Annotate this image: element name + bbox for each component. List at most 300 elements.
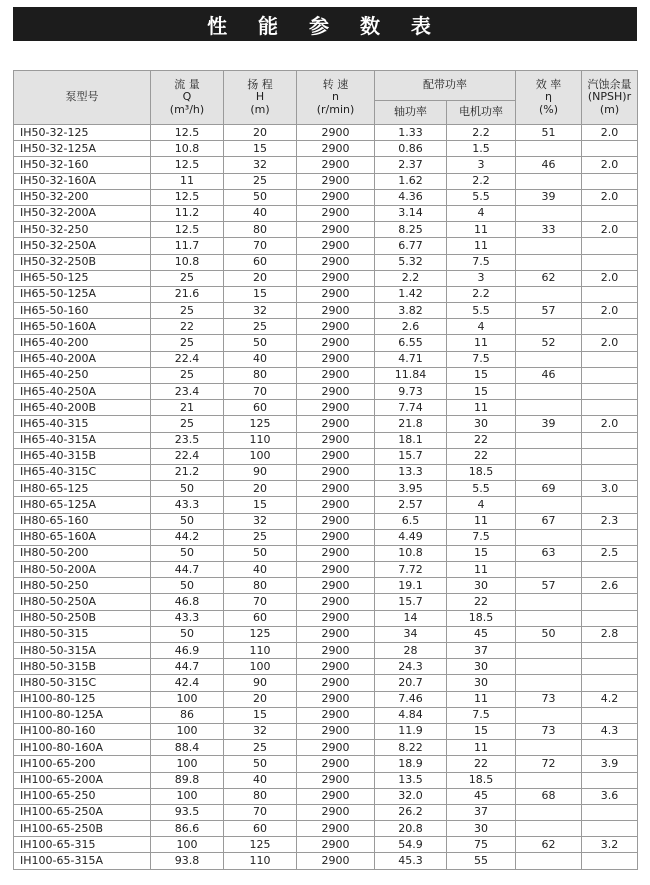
cell-shaft-power: 5.32 xyxy=(375,254,447,270)
cell-head: 70 xyxy=(224,384,297,400)
cell-motor-power: 11 xyxy=(447,513,516,529)
cell-flow: 86.6 xyxy=(151,821,224,837)
cell-head: 70 xyxy=(224,238,297,254)
cell-speed: 2900 xyxy=(297,723,375,739)
cell-model: IH65-50-160 xyxy=(14,303,151,319)
cell-motor-power: 15 xyxy=(447,367,516,383)
cell-motor-power: 11 xyxy=(447,691,516,707)
cell-head: 32 xyxy=(224,513,297,529)
cell-shaft-power: 21.8 xyxy=(375,416,447,432)
cell-efficiency: 69 xyxy=(516,481,582,497)
cell-speed: 2900 xyxy=(297,270,375,286)
table-row xyxy=(14,740,638,756)
cell-model: IH100-65-200A xyxy=(14,772,151,788)
cell-shaft-power: 0.86 xyxy=(375,141,447,157)
cell-shaft-power: 6.55 xyxy=(375,335,447,351)
cell-head: 110 xyxy=(224,432,297,448)
cell-model: IH80-50-250B xyxy=(14,610,151,626)
cell-shaft-power: 2.37 xyxy=(375,157,447,173)
cell-npsh xyxy=(582,821,638,837)
cell-head: 20 xyxy=(224,691,297,707)
table-row xyxy=(14,416,638,432)
cell-model: IH50-32-160 xyxy=(14,157,151,173)
cell-shaft-power: 8.22 xyxy=(375,740,447,756)
cell-shaft-power: 18.1 xyxy=(375,432,447,448)
table-row xyxy=(14,691,638,707)
table-row xyxy=(14,189,638,205)
cell-motor-power: 18.5 xyxy=(447,610,516,626)
cell-motor-power: 45 xyxy=(447,788,516,804)
cell-flow: 23.5 xyxy=(151,432,224,448)
cell-efficiency xyxy=(516,497,582,513)
cell-speed: 2900 xyxy=(297,205,375,221)
table-row xyxy=(14,707,638,723)
cell-model: IH80-65-160A xyxy=(14,529,151,545)
cell-speed: 2900 xyxy=(297,367,375,383)
cell-flow: 21.6 xyxy=(151,286,224,302)
cell-efficiency xyxy=(516,351,582,367)
cell-shaft-power: 24.3 xyxy=(375,659,447,675)
cell-speed: 2900 xyxy=(297,448,375,464)
cell-flow: 100 xyxy=(151,723,224,739)
cell-head: 80 xyxy=(224,222,297,238)
cell-npsh: 2.0 xyxy=(582,416,638,432)
cell-flow: 42.4 xyxy=(151,675,224,691)
cell-head: 100 xyxy=(224,448,297,464)
cell-motor-power: 75 xyxy=(447,837,516,853)
cell-efficiency: 62 xyxy=(516,270,582,286)
cell-model: IH80-50-315A xyxy=(14,643,151,659)
table-row xyxy=(14,205,638,221)
cell-motor-power: 11 xyxy=(447,740,516,756)
cell-shaft-power: 11.84 xyxy=(375,367,447,383)
cell-motor-power: 2.2 xyxy=(447,286,516,302)
cell-head: 100 xyxy=(224,659,297,675)
cell-head: 20 xyxy=(224,125,297,141)
table-row xyxy=(14,723,638,739)
cell-flow: 22.4 xyxy=(151,448,224,464)
performance-table xyxy=(13,70,638,870)
cell-npsh xyxy=(582,853,638,869)
cell-efficiency: 73 xyxy=(516,723,582,739)
cell-efficiency xyxy=(516,740,582,756)
cell-head: 80 xyxy=(224,578,297,594)
cell-npsh xyxy=(582,772,638,788)
table-row xyxy=(14,367,638,383)
cell-speed: 2900 xyxy=(297,643,375,659)
cell-model: IH50-32-125A xyxy=(14,141,151,157)
cell-shaft-power: 19.1 xyxy=(375,578,447,594)
cell-flow: 43.3 xyxy=(151,497,224,513)
table-row xyxy=(14,481,638,497)
cell-motor-power: 55 xyxy=(447,853,516,869)
table-row xyxy=(14,303,638,319)
table-row xyxy=(14,432,638,448)
cell-flow: 89.8 xyxy=(151,772,224,788)
table-body xyxy=(14,125,638,870)
cell-head: 90 xyxy=(224,464,297,480)
cell-efficiency xyxy=(516,173,582,189)
table-row xyxy=(14,853,638,869)
cell-shaft-power: 8.25 xyxy=(375,222,447,238)
cell-shaft-power: 4.36 xyxy=(375,189,447,205)
cell-efficiency: 73 xyxy=(516,691,582,707)
cell-flow: 50 xyxy=(151,545,224,561)
cell-head: 70 xyxy=(224,804,297,820)
cell-shaft-power: 18.9 xyxy=(375,756,447,772)
cell-shaft-power: 1.33 xyxy=(375,125,447,141)
cell-speed: 2900 xyxy=(297,173,375,189)
cell-flow: 25 xyxy=(151,416,224,432)
cell-shaft-power: 2.57 xyxy=(375,497,447,513)
cell-motor-power: 30 xyxy=(447,675,516,691)
cell-efficiency: 51 xyxy=(516,125,582,141)
cell-efficiency xyxy=(516,853,582,869)
cell-model: IH65-40-200B xyxy=(14,400,151,416)
cell-npsh xyxy=(582,497,638,513)
cell-model: IH50-32-200A xyxy=(14,205,151,221)
cell-speed: 2900 xyxy=(297,157,375,173)
cell-efficiency xyxy=(516,238,582,254)
cell-speed: 2900 xyxy=(297,351,375,367)
cell-head: 60 xyxy=(224,254,297,270)
cell-npsh xyxy=(582,384,638,400)
cell-npsh xyxy=(582,319,638,335)
cell-shaft-power: 4.84 xyxy=(375,707,447,723)
cell-flow: 25 xyxy=(151,367,224,383)
cell-model: IH100-80-160 xyxy=(14,723,151,739)
cell-efficiency: 67 xyxy=(516,513,582,529)
cell-head: 50 xyxy=(224,545,297,561)
cell-flow: 86 xyxy=(151,707,224,723)
cell-efficiency xyxy=(516,707,582,723)
cell-shaft-power: 54.9 xyxy=(375,837,447,853)
cell-efficiency: 57 xyxy=(516,578,582,594)
table-row xyxy=(14,529,638,545)
table-row xyxy=(14,756,638,772)
cell-shaft-power: 10.8 xyxy=(375,545,447,561)
cell-shaft-power: 32.0 xyxy=(375,788,447,804)
cell-speed: 2900 xyxy=(297,691,375,707)
cell-efficiency: 39 xyxy=(516,416,582,432)
cell-flow: 44.2 xyxy=(151,529,224,545)
table-row xyxy=(14,626,638,642)
cell-head: 80 xyxy=(224,367,297,383)
cell-motor-power: 22 xyxy=(447,448,516,464)
cell-speed: 2900 xyxy=(297,659,375,675)
cell-speed: 2900 xyxy=(297,464,375,480)
cell-efficiency: 57 xyxy=(516,303,582,319)
cell-shaft-power: 11.9 xyxy=(375,723,447,739)
cell-head: 25 xyxy=(224,173,297,189)
cell-head: 20 xyxy=(224,481,297,497)
cell-model: IH80-50-315 xyxy=(14,626,151,642)
cell-speed: 2900 xyxy=(297,626,375,642)
cell-flow: 50 xyxy=(151,513,224,529)
cell-speed: 2900 xyxy=(297,189,375,205)
cell-flow: 12.5 xyxy=(151,189,224,205)
cell-npsh: 3.0 xyxy=(582,481,638,497)
cell-model: IH50-32-125 xyxy=(14,125,151,141)
cell-flow: 43.3 xyxy=(151,610,224,626)
table-row xyxy=(14,804,638,820)
cell-head: 15 xyxy=(224,497,297,513)
cell-shaft-power: 9.73 xyxy=(375,384,447,400)
cell-motor-power: 15 xyxy=(447,384,516,400)
cell-npsh xyxy=(582,707,638,723)
cell-head: 125 xyxy=(224,416,297,432)
cell-speed: 2900 xyxy=(297,432,375,448)
cell-model: IH65-40-315B xyxy=(14,448,151,464)
cell-motor-power: 2.2 xyxy=(447,125,516,141)
cell-model: IH65-40-315C xyxy=(14,464,151,480)
cell-efficiency xyxy=(516,464,582,480)
cell-efficiency xyxy=(516,610,582,626)
cell-flow: 22.4 xyxy=(151,351,224,367)
header-power-group: 配带功率 xyxy=(375,71,516,101)
cell-speed: 2900 xyxy=(297,804,375,820)
cell-efficiency: 72 xyxy=(516,756,582,772)
cell-motor-power: 15 xyxy=(447,723,516,739)
table-row xyxy=(14,319,638,335)
cell-speed: 2900 xyxy=(297,319,375,335)
cell-motor-power: 2.2 xyxy=(447,173,516,189)
cell-efficiency xyxy=(516,384,582,400)
cell-model: IH100-80-125 xyxy=(14,691,151,707)
cell-flow: 22 xyxy=(151,319,224,335)
cell-flow: 50 xyxy=(151,481,224,497)
cell-flow: 12.5 xyxy=(151,125,224,141)
cell-flow: 100 xyxy=(151,788,224,804)
cell-speed: 2900 xyxy=(297,610,375,626)
cell-shaft-power: 20.8 xyxy=(375,821,447,837)
cell-efficiency xyxy=(516,254,582,270)
cell-head: 125 xyxy=(224,837,297,853)
header-npsh: 汽蚀余量 (NPSH)r (m) xyxy=(582,71,638,125)
cell-model: IH65-40-315A xyxy=(14,432,151,448)
cell-npsh: 4.3 xyxy=(582,723,638,739)
cell-model: IH80-50-315C xyxy=(14,675,151,691)
cell-shaft-power: 4.49 xyxy=(375,529,447,545)
table-row xyxy=(14,400,638,416)
cell-speed: 2900 xyxy=(297,594,375,610)
cell-head: 25 xyxy=(224,740,297,756)
cell-speed: 2900 xyxy=(297,335,375,351)
cell-head: 15 xyxy=(224,707,297,723)
table-row xyxy=(14,141,638,157)
cell-model: IH65-40-250 xyxy=(14,367,151,383)
cell-model: IH65-40-315 xyxy=(14,416,151,432)
cell-shaft-power: 34 xyxy=(375,626,447,642)
cell-npsh xyxy=(582,351,638,367)
cell-flow: 100 xyxy=(151,691,224,707)
cell-shaft-power: 7.46 xyxy=(375,691,447,707)
table-row xyxy=(14,351,638,367)
cell-npsh: 2.0 xyxy=(582,303,638,319)
cell-npsh xyxy=(582,205,638,221)
table-row xyxy=(14,772,638,788)
cell-model: IH50-32-250 xyxy=(14,222,151,238)
cell-shaft-power: 2.6 xyxy=(375,319,447,335)
cell-shaft-power: 13.5 xyxy=(375,772,447,788)
cell-efficiency xyxy=(516,821,582,837)
cell-speed: 2900 xyxy=(297,578,375,594)
cell-shaft-power: 28 xyxy=(375,643,447,659)
cell-model: IH100-80-125A xyxy=(14,707,151,723)
cell-flow: 11.7 xyxy=(151,238,224,254)
cell-efficiency xyxy=(516,643,582,659)
cell-npsh xyxy=(582,400,638,416)
cell-motor-power: 18.5 xyxy=(447,464,516,480)
cell-flow: 25 xyxy=(151,270,224,286)
cell-shaft-power: 7.72 xyxy=(375,562,447,578)
cell-speed: 2900 xyxy=(297,821,375,837)
table-row xyxy=(14,270,638,286)
cell-motor-power: 37 xyxy=(447,804,516,820)
table-row xyxy=(14,675,638,691)
cell-flow: 21.2 xyxy=(151,464,224,480)
cell-head: 15 xyxy=(224,141,297,157)
cell-shaft-power: 45.3 xyxy=(375,853,447,869)
header-motor-power: 电机功率 xyxy=(447,101,516,125)
cell-motor-power: 22 xyxy=(447,594,516,610)
cell-shaft-power: 4.71 xyxy=(375,351,447,367)
cell-efficiency xyxy=(516,432,582,448)
header-shaft-power: 轴功率 xyxy=(375,101,447,125)
cell-flow: 50 xyxy=(151,578,224,594)
cell-motor-power: 30 xyxy=(447,821,516,837)
cell-model: IH65-50-125 xyxy=(14,270,151,286)
cell-model: IH100-80-160A xyxy=(14,740,151,756)
cell-npsh: 2.0 xyxy=(582,222,638,238)
cell-motor-power: 5.5 xyxy=(447,189,516,205)
cell-speed: 2900 xyxy=(297,416,375,432)
cell-shaft-power: 2.2 xyxy=(375,270,447,286)
cell-shaft-power: 6.5 xyxy=(375,513,447,529)
cell-flow: 100 xyxy=(151,756,224,772)
cell-npsh xyxy=(582,610,638,626)
cell-head: 50 xyxy=(224,335,297,351)
cell-head: 40 xyxy=(224,562,297,578)
cell-flow: 93.8 xyxy=(151,853,224,869)
cell-shaft-power: 3.82 xyxy=(375,303,447,319)
cell-npsh: 3.9 xyxy=(582,756,638,772)
cell-motor-power: 7.5 xyxy=(447,529,516,545)
header-head: 扬 程 H (m) xyxy=(224,71,297,125)
cell-efficiency: 62 xyxy=(516,837,582,853)
cell-model: IH100-65-315 xyxy=(14,837,151,853)
cell-head: 60 xyxy=(224,610,297,626)
cell-npsh xyxy=(582,432,638,448)
cell-efficiency xyxy=(516,594,582,610)
cell-head: 25 xyxy=(224,529,297,545)
table-row xyxy=(14,335,638,351)
cell-efficiency xyxy=(516,675,582,691)
cell-motor-power: 30 xyxy=(447,659,516,675)
cell-head: 125 xyxy=(224,626,297,642)
cell-motor-power: 7.5 xyxy=(447,351,516,367)
cell-speed: 2900 xyxy=(297,286,375,302)
cell-shaft-power: 3.95 xyxy=(375,481,447,497)
cell-speed: 2900 xyxy=(297,788,375,804)
cell-speed: 2900 xyxy=(297,238,375,254)
cell-npsh xyxy=(582,740,638,756)
cell-npsh: 2.3 xyxy=(582,513,638,529)
table-row xyxy=(14,578,638,594)
cell-flow: 10.8 xyxy=(151,254,224,270)
table-row xyxy=(14,513,638,529)
cell-npsh xyxy=(582,238,638,254)
cell-shaft-power: 14 xyxy=(375,610,447,626)
table-row xyxy=(14,254,638,270)
cell-efficiency xyxy=(516,400,582,416)
cell-npsh: 2.0 xyxy=(582,157,638,173)
cell-model: IH50-32-160A xyxy=(14,173,151,189)
cell-model: IH80-65-125A xyxy=(14,497,151,513)
cell-motor-power: 11 xyxy=(447,562,516,578)
cell-model: IH50-32-250B xyxy=(14,254,151,270)
cell-efficiency xyxy=(516,804,582,820)
cell-motor-power: 22 xyxy=(447,756,516,772)
cell-speed: 2900 xyxy=(297,303,375,319)
header-model: 泵型号 xyxy=(14,71,151,125)
table-row xyxy=(14,643,638,659)
table-row xyxy=(14,562,638,578)
cell-model: IH80-50-200 xyxy=(14,545,151,561)
cell-flow: 88.4 xyxy=(151,740,224,756)
cell-shaft-power: 1.62 xyxy=(375,173,447,189)
cell-flow: 12.5 xyxy=(151,222,224,238)
cell-motor-power: 7.5 xyxy=(447,254,516,270)
table-row xyxy=(14,497,638,513)
cell-efficiency: 68 xyxy=(516,788,582,804)
cell-speed: 2900 xyxy=(297,756,375,772)
cell-npsh: 2.6 xyxy=(582,578,638,594)
table-row xyxy=(14,173,638,189)
header-speed: 转 速 n (r/min) xyxy=(297,71,375,125)
cell-flow: 21 xyxy=(151,400,224,416)
cell-head: 110 xyxy=(224,853,297,869)
cell-efficiency: 46 xyxy=(516,367,582,383)
cell-efficiency xyxy=(516,659,582,675)
cell-npsh xyxy=(582,659,638,675)
cell-shaft-power: 7.74 xyxy=(375,400,447,416)
table-row xyxy=(14,384,638,400)
table-row xyxy=(14,659,638,675)
cell-flow: 25 xyxy=(151,335,224,351)
table-row xyxy=(14,545,638,561)
cell-speed: 2900 xyxy=(297,837,375,853)
cell-shaft-power: 1.42 xyxy=(375,286,447,302)
cell-efficiency: 50 xyxy=(516,626,582,642)
cell-head: 110 xyxy=(224,643,297,659)
cell-npsh: 2.5 xyxy=(582,545,638,561)
cell-model: IH50-32-250A xyxy=(14,238,151,254)
table-row xyxy=(14,286,638,302)
cell-head: 25 xyxy=(224,319,297,335)
cell-npsh xyxy=(582,594,638,610)
cell-speed: 2900 xyxy=(297,707,375,723)
cell-flow: 11 xyxy=(151,173,224,189)
cell-speed: 2900 xyxy=(297,400,375,416)
cell-efficiency xyxy=(516,529,582,545)
cell-model: IH100-65-250A xyxy=(14,804,151,820)
cell-speed: 2900 xyxy=(297,384,375,400)
page-title: 性 能 参 数 表 xyxy=(13,7,637,41)
cell-shaft-power: 15.7 xyxy=(375,448,447,464)
cell-motor-power: 4 xyxy=(447,497,516,513)
cell-head: 32 xyxy=(224,303,297,319)
